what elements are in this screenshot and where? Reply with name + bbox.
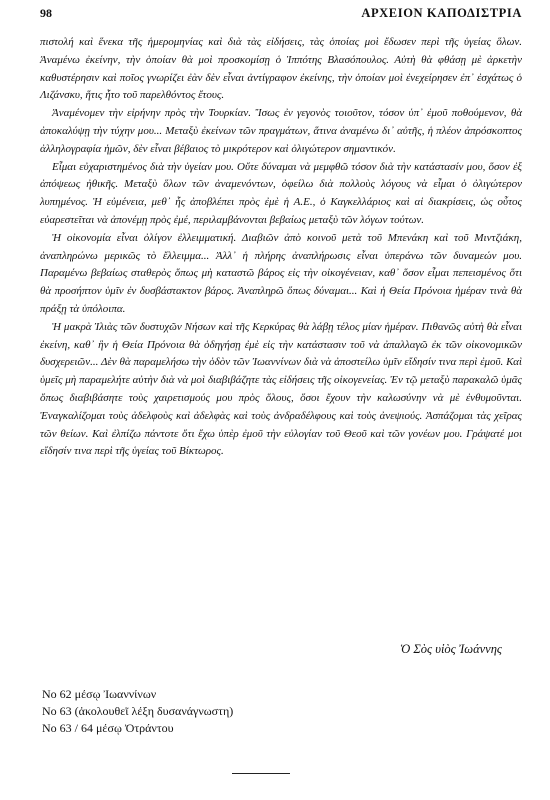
footnote-2: Νο 63 (ἀκολουθεῖ λέξη δυσανάγνωστη) (42, 704, 234, 718)
running-title: ΑΡΧΕΙΟΝ ΚΑΠΟΔΙΣΤΡΙΑ (361, 6, 522, 20)
footnote-1: Νο 62 μέσῳ Ἰωαννίνων (42, 687, 157, 701)
page-number: 98 (40, 6, 52, 20)
paragraph-4: Ἡ οἰκονομία εἶναι ὀλίγον ἐλλειμματική. Διαβιῶν ἀπὸ κοινοῦ μετὰ τοῦ Μπενάκη καὶ τοῦ Μιντζιάκη, ἀναπληρώνω μερικῶς τὸ ἔλλειμμα... Ἀλλ᾽ ἡ πλήρης ἀναπλήρωσις εἶναι ὑπεράνω τῶν δυναμεών μου. Παραμένω βεβαίως σταθερὸς ὅπως μὴ καταστῶ βάρος εἰς τὴν οἰκογένειαν, καθ᾽ ὅσον εἶμαι πεπεισμένος ὅτι θὰ προσήπτον ὑμῖν ἐν δυσβάστακτον βάρος. Ἀναπληρῶ ὅπως δύναμαι... Καὶ ἡ Θεία Πρόνοια ἡμέραν τινὰ θὰ πράξῃ τὰ ὑπόλοιπα. (40, 231, 522, 315)
paragraph-2: Ἀναμένομεν τὴν εἰρήνην πρὸς τὴν Τουρκίαν. Ἴσως ἐν γεγονὸς τοιοῦτον, τόσον ὑπ᾽ ἐμοῦ ποθούμενον, θὰ ἀποκαλύψῃ τὴν τύχην μου... Μεταξὺ ἐκείνων τῶν πραγμάτων, ἅτινα ἀναμένω δι᾽ αὐτῆς, ἡ πλέον ἀπρόσκοπτος ἀλληλογραφία ἡμῶν, δὲν εἶναι βέβαιος τὸ μικρότερον καὶ ὀλιγώτερον σημαντικόν. (40, 107, 522, 155)
page-header (40, 6, 522, 21)
footnote-3: Νο 63 / 64 μέσῳ Ὀτράντου (42, 721, 174, 735)
signature: Ὁ Σὸς υἱὸς Ἰωάννης (399, 642, 502, 656)
footer-divider (232, 773, 290, 774)
footnotes (42, 686, 233, 737)
paragraph-5: Ἡ μακρὰ Ἰλιὰς τῶν δυστυχῶν Νήσων καὶ τῆς Κερκύρας θὰ λάβῃ τέλος μίαν ἡμέραν. Πιθανῶς αὐτὴ θὰ εἶναι ἐκείνη, καθ᾽ ἣν ἡ Θεία Πρόνοια θὰ ὁδηγήσῃ ἐμὲ εἰς τὴν κατάστασιν τοῦ νὰ ἀπαλλαγῶ ἐκ τῶν οἰκονομικῶν δυσχερειῶν... Δὲν θὰ παραμελήσω τὴν ὁδὸν τῶν Ἰωαννίνων διὰ νὰ ἀποστείλω ὑμῖν εἴδησίν τινα περὶ ἐμοῦ. Καὶ ὑμεῖς μὴ παραμελήτε αὐτὴν διὰ νὰ μοὶ διαβιβάζητε τὰς εἰδήσεις τῆς οἰκογενείας. Ἐν τῷ μεταξὺ παρακαλῶ ὑμᾶς ὅπως διαβιβάσητε τοὺς χαιρετισμούς μου πρὸς ὅλους, ὅσοι ἔχουν τὴν καλωσύνην νὰ μὲ ἐνθυμοῦνται. Ἐναγκαλίζομαι τοὺς ἀδελφοὺς καὶ ἀδελφὰς καὶ τοὺς ἀνδραδέλφους καὶ τοὺς ἀνεψιούς. Ἀσπάζομαι τὰς χεῖρας τῶν θείων. Καὶ ἐλπίζω πάντοτε ὅτι ἔχω ὑπὲρ ἐμοῦ τὴν εὐλογίαν τοῦ Θεοῦ καὶ τῶν γονέων μου. Γράψατέ μοι εἴδησίν τινα περὶ τῆς ὑγείας τοῦ Βίκτωρος. (40, 320, 522, 458)
paragraph-1: πιστολή καὶ ἕνεκα τῆς ἡμερομηνίας καὶ διὰ τὰς εἰδήσεις, τὰς ὁποίας μοὶ ἔδωσεν περὶ τῆς ὑγείας ὅλων. Ἀναμένω ἐκείνην, τὴν ὁποίαν θὰ μοὶ προσκομίσῃ ὁ Ἱππότης Βλασόπουλος. Αὐτὴ θὰ φθάσῃ μὲ ἀρκετὴν καθυστέρησιν καὶ ποῖος γνωρίζει ἐὰν δὲν εἶναι ἀντίγραφον ἐκείνης, τὴν ὁποίαν μοὶ ἐνεχείρησεν ἐπ᾽ ἐσχάτως ὁ Λιζάνσκυ, ἥτις ἦτο τοῦ παρελθόντος ἔτους. (40, 36, 522, 102)
letter-body (40, 34, 522, 461)
paragraph-3: Εἶμαι εὐχαριστημένος διὰ τὴν ὑγείαν μου. Οὔτε δύναμαι νὰ μεμφθῶ τόσον διὰ τὴν κατάστασίν μου, ὅσον ἐξ ἀπόψεως ἠθικῆς. Μεταξὺ ὅλων τῶν ἀναμενόντων, ὀφείλω διὰ πολλοὺς λόγους νὰ εἶμαι ὁ ὀλιγώτερον λυπημένος. Ἡ εὐμένεια, μεθ᾽ ἧς ἀποβλέπει πρὸς ἐμὲ ἡ Α.Ε., ὁ Καγκελλάριος καὶ αἱ διακρίσεις, ὡς οὗτος εὐαρεστεῖται νὰ ἀπονέμῃ πρὸς ἐμέ, περιλαμβάνονται βεβαίως μεταξὺ τῶν λόγων τούτων. (40, 160, 522, 226)
